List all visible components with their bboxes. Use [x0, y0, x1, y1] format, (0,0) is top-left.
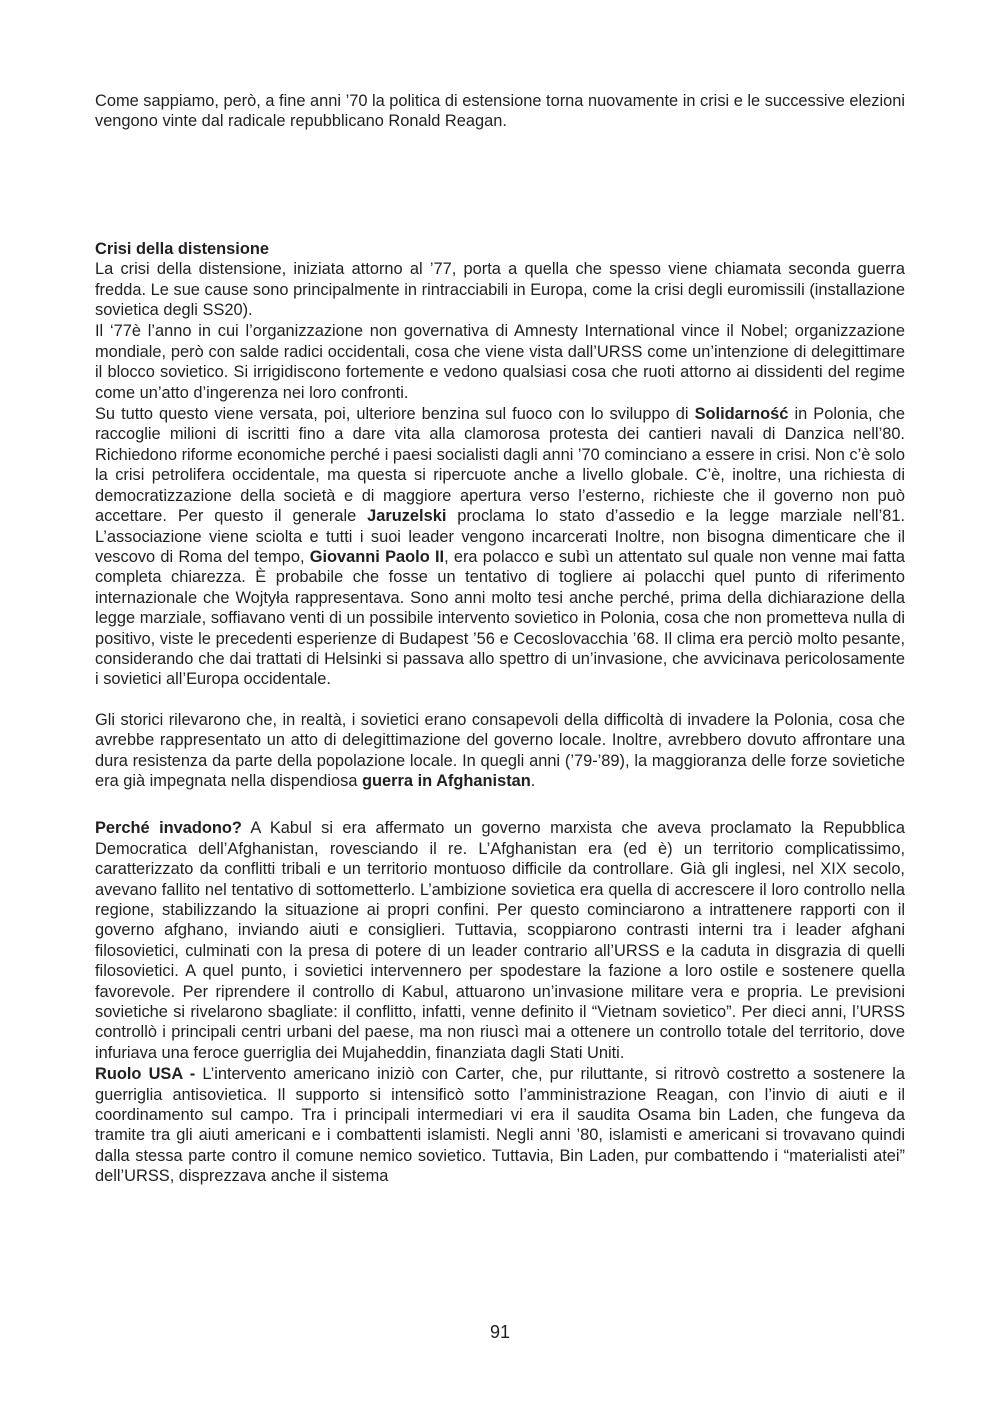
- section-title: Crisi della distensione: [95, 239, 269, 258]
- text-run: L’intervento americano iniziò con Carter, che, pur riluttante, si ritrovò costretto a sostenere la guerriglia antisovietica. Il supporto si intensificò sotto l’amministrazione Reagan, con l’invio di aiuti e il coordinamento sul campo. Tra i principali intermediari vi era il saudita Osama bin Laden, che fungeva da tramite tra gli aiuti americani e i combattenti islamisti. Negli anni ’80, islamisti e americani si trovavano quindi dalla stessa parte contro il comune nemico sovietico. Tuttavia, Bin Laden, pur combattendo i “materialisti atei” dell’URSS, disprezzava anche il sistema: [95, 1065, 905, 1186]
- text-run: proclama lo stato d’assedio e la legge marziale nell’81. L’associazione viene sciolta e tutti i suoi leader vengono incarcerati Inoltre, non bisogna dimenticare che il vescovo di Roma del tempo,: [95, 507, 905, 566]
- paragraph-1: La crisi della distensione, iniziata attorno al ’77, porta a quella che spesso viene chiamata seconda guerra fredda. Le sue cause sono principalmente in rintracciabili in Europa, come la crisi degli euromissili (installazione sovietica degli SS20).: [95, 260, 905, 320]
- bold-term-jaruzelski: Jaruzelski: [367, 507, 447, 526]
- paragraph-4: [95, 710, 905, 792]
- intro-paragraph: Come sappiamo, però, a fine anni ’70 la politica di estensione torna nuovamente in crisi e le successive elezioni vengono vinte dal radicale repubblicano Ronald Reagan.: [95, 92, 905, 131]
- bold-lead-why-invade: Perché invadono?: [95, 819, 242, 838]
- spacer: [95, 132, 905, 239]
- page-body: [95, 91, 905, 1187]
- text-run: , era polacco e subì un attentato sul quale non venne mai fatta completa chiarezza. È probabile che fosse un tentativo di togliere ai polacchi quel punto di riferimento internazionale che Wojtyła rappresentava. Sono anni molto tesi anche perché, prima della dichiarazione della legge marziale, soffiavano venti di un possibile intervento sovietico in Polonia, cosa che non prometteva nulla di positivo, viste le precedenti esperienze di Budapest ’56 e Cecoslovacchia ’68. Il clima era perciò molto pesante, considerando che dai trattati di Helsinki si passava allo spettro di un’invasione, che avvicinava pericolosamente i sovietici all’Europa occidentale.: [95, 547, 906, 689]
- paragraph-3: [95, 404, 905, 690]
- paragraph-6: [95, 1064, 905, 1186]
- bold-term-solidarnosc: Solidarność: [694, 405, 789, 424]
- page-number: 91: [489, 1322, 511, 1342]
- paragraph-5: [95, 818, 905, 1063]
- text-run: .: [530, 771, 536, 790]
- bold-lead-usa-role: Ruolo USA -: [95, 1065, 196, 1084]
- bold-term-pope: Giovanni Paolo II: [309, 547, 445, 566]
- text-run: Gli storici rilevarono che, in realtà, i sovietici erano consapevoli della difficoltà di invadere la Polonia, cosa che avrebbe rappresentato un atto di delegittimazione del governo locale. Inoltre, avrebbero dovuto affrontare una dura resistenza da parte della popolazione locale. In quegli anni (’79-’89), la maggioranza delle forze sovietiche era già impegnata nella dispendiosa: [95, 710, 905, 790]
- text-run: A Kabul si era affermato un governo marxista che aveva proclamato la Repubblica Democratica dell’Afghanistan, rovesciando il re. L’Afghanistan era (ed è) un territorio complicatissimo, caratterizzato da conflitti tribali e un territorio montuoso difficile da controllare. Già gli inglesi, nel XIX secolo, avevano fallito nel tentativo di sottometterlo. L’ambizione sovietica era quella di accrescere il loro controllo nella regione, stabilizzando la situazione ai propri confini. Per questo cominciarono a intrattenere rapporti con il governo afghano, inviando aiuti e consiglieri. Tuttavia, scoppiarono contrasti interni tra i leader afghani filosovietici, culminati con la presa di potere di un leader contrario all’URSS e la caduta in disgrazia di quelli filosovietici. A quel punto, i sovietici intervennero per spodestare la fazione a loro ostile e sostenere quella favorevole. Per riprendere il controllo di Kabul, attuarono un’invasione militare vera e propria. Le previsioni sovietiche si rivelarono sbagliate: il conflitto, infatti, venne definito il “Vietnam sovietico”. Per dieci anni, l’URSS controllò i principali centri urbani del paese, ma non riuscì mai a ottenere un controllo totale del territorio, dove infuriava una feroce guerriglia dei Mujaheddin, finanziata dagli Stati Uniti.: [95, 819, 905, 1062]
- text-run: Su tutto questo viene versata, poi, ulteriore benzina sul fuoco con lo sviluppo di: [95, 405, 695, 424]
- text-run: in Polonia, che raccoglie milioni di iscritti fino a dare vita alla clamorosa protesta dei cantieri navali di Danzica nell’80. Richiedono riforme economiche perché i paesi socialisti dagli anni ’70 cominciano a essere in crisi. Non c’è solo la crisi petrolifera occidentale, ma questa si ripercuote anche a livello globale. C’è, inoltre, una richiesta di democratizzazione della società e di maggiore apertura verso l’esterno, richieste che il governo non può accettare. Per questo il generale: [95, 405, 905, 526]
- paragraph-2: Il ‘77è l’anno in cui l’organizzazione non governativa di Amnesty International vince il Nobel; organizzazione mondiale, però con salde radici occidentali, cosa che viene vista dall’URSS come un’intenzione di delegittimare il blocco sovietico. Si irrigidiscono fortemente e vedono qualsiasi cosa che ruoti attorno ai dissidenti del regime come un’atto d’ingerenza nei loro confronti.: [95, 322, 905, 402]
- bold-term-afghanistan-war: guerra in Afghanistan: [362, 771, 531, 790]
